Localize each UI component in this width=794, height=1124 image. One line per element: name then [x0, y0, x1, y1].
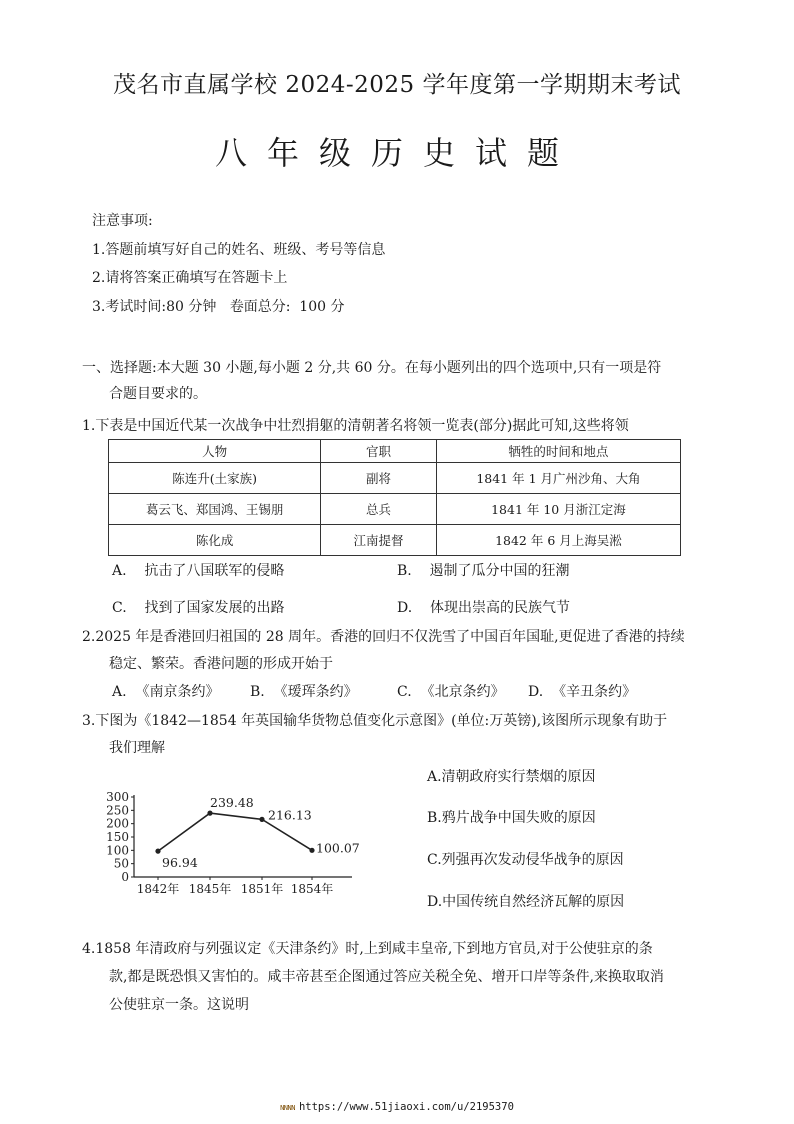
question-3-stem: 3.下图为《1842—1854 年英国输华货物总值变化示意图》(单位:万英镑),该图所示现象有助于 — [82, 713, 668, 729]
q1-option-b: B. 遏制了瓜分中国的狂潮 — [397, 563, 570, 579]
table-row — [109, 463, 681, 494]
data-label: 239.48 — [210, 795, 254, 811]
exam-subtitle: 八年级历史试题 — [214, 134, 579, 172]
x-tick-label: 1851年 — [240, 882, 284, 896]
table-cell: 葛云飞、郑国鸿、王锡朋 — [109, 494, 321, 525]
table-cell: 江南提督 — [321, 525, 437, 556]
q3-option-a: A.清朝政府实行禁烟的原因 — [427, 769, 596, 785]
y-tick-label: 100 — [106, 843, 129, 858]
data-label: 216.13 — [268, 807, 312, 823]
footer-url[interactable]: https://www.51jiaoxi.com/u/2195370 — [298, 1101, 514, 1113]
q2-option-d: D. 《辛丑条约》 — [528, 684, 637, 700]
notes-heading: 注意事项: — [92, 213, 153, 229]
q3-option-b: B.鸦片战争中国失败的原因 — [427, 810, 596, 826]
notes-item-1: 1.答题前填写好自己的姓名、班级、考号等信息 — [92, 242, 386, 258]
question-4-stem: 4.1858 年清政府与列强议定《天津条约》时,上到咸丰皇帝,下到地方官员,对于公使驻京的条 — [82, 941, 653, 957]
y-tick-label: 0 — [121, 870, 129, 884]
table-cell: 1842 年 6 月上海吴淞 — [436, 525, 680, 556]
data-point — [259, 817, 264, 822]
q1-option-c: C. 找到了国家发展的出路 — [112, 600, 285, 616]
y-tick-label: 250 — [106, 803, 129, 818]
site-logo: NNNN — [280, 1104, 295, 1112]
table-cell: 副将 — [321, 463, 437, 494]
y-tick-label: 50 — [113, 856, 129, 871]
q2-option-c: C. 《北京条约》 — [397, 684, 505, 700]
table-row — [109, 525, 681, 556]
question-3-stem-cont: 我们理解 — [109, 740, 165, 756]
notes-item-2: 2.请将答案正确填写在答题卡上 — [92, 270, 288, 286]
q1-option-d: D. 体现出崇高的民族气节 — [397, 600, 570, 616]
q1-option-a: A. 抗击了八国联军的侵略 — [112, 563, 285, 579]
table-cell: 陈化成 — [109, 525, 321, 556]
data-point — [309, 848, 314, 853]
y-tick-label: 200 — [106, 816, 129, 831]
table-header: 牺牲的时间和地点 — [436, 440, 680, 463]
q3-option-d: D.中国传统自然经济瓦解的原因 — [427, 894, 625, 910]
question-2-stem-cont: 稳定、繁荣。香港问题的形成开始于 — [109, 656, 333, 672]
question-4-stem-cont: 款,都是既恐惧又害怕的。咸丰帝甚至企图通过答应关税全免、增开口岸等条件,来换取取消 — [109, 969, 664, 985]
section-heading-cont: 合题目要求的。 — [109, 386, 207, 402]
exam-title: 茂名市直属学校 2024-2025 学年度第一学期期末考试 — [113, 72, 681, 98]
table-cell: 1841 年 1 月广州沙角、大角 — [436, 463, 680, 494]
x-tick-label: 1842年 — [136, 882, 180, 896]
q3-option-c: C.列强再次发动侵华战争的原因 — [427, 852, 624, 868]
table-header-row — [109, 440, 681, 463]
table-header: 官职 — [321, 440, 437, 463]
section-heading: 一、选择题:本大题 30 小题,每小题 2 分,共 60 分。在每小题列出的四个选项中,只有一项是符 — [82, 360, 662, 376]
data-point — [155, 849, 160, 854]
x-tick-label: 1854年 — [290, 882, 334, 896]
data-label: 96.94 — [162, 855, 198, 871]
y-tick-label: 150 — [106, 830, 129, 844]
q2-option-a: A. 《南京条约》 — [112, 684, 220, 700]
table-cell: 陈连升(土家族) — [109, 463, 321, 494]
notes-item-3: 3.考试时间:80 分钟 卷面总分: 100 分 — [92, 299, 345, 315]
question-4-stem-cont-2: 公使驻京一条。这说明 — [109, 997, 249, 1013]
table-cell: 总兵 — [321, 494, 437, 525]
import-value-chart — [100, 786, 370, 900]
data-label: 100.07 — [316, 840, 360, 856]
question-1-stem: 1.下表是中国近代某一次战争中壮烈捐躯的清朝著名将领一览表(部分)据此可知,这些将领 — [82, 418, 629, 434]
q2-option-b: B. 《瑷珲条约》 — [250, 684, 358, 700]
table-row — [109, 494, 681, 525]
table-header: 人物 — [109, 440, 321, 463]
generals-table — [108, 439, 681, 556]
data-point — [207, 811, 212, 816]
x-tick-label: 1845年 — [188, 882, 232, 896]
y-tick-label: 300 — [106, 790, 129, 804]
table-cell: 1841 年 10 月浙江定海 — [436, 494, 680, 525]
question-2-stem: 2.2025 年是香港回归祖国的 28 周年。香港的回归不仅洗雪了中国百年国耻,更促进了香港的持续 — [82, 629, 685, 645]
footer — [0, 1101, 794, 1113]
